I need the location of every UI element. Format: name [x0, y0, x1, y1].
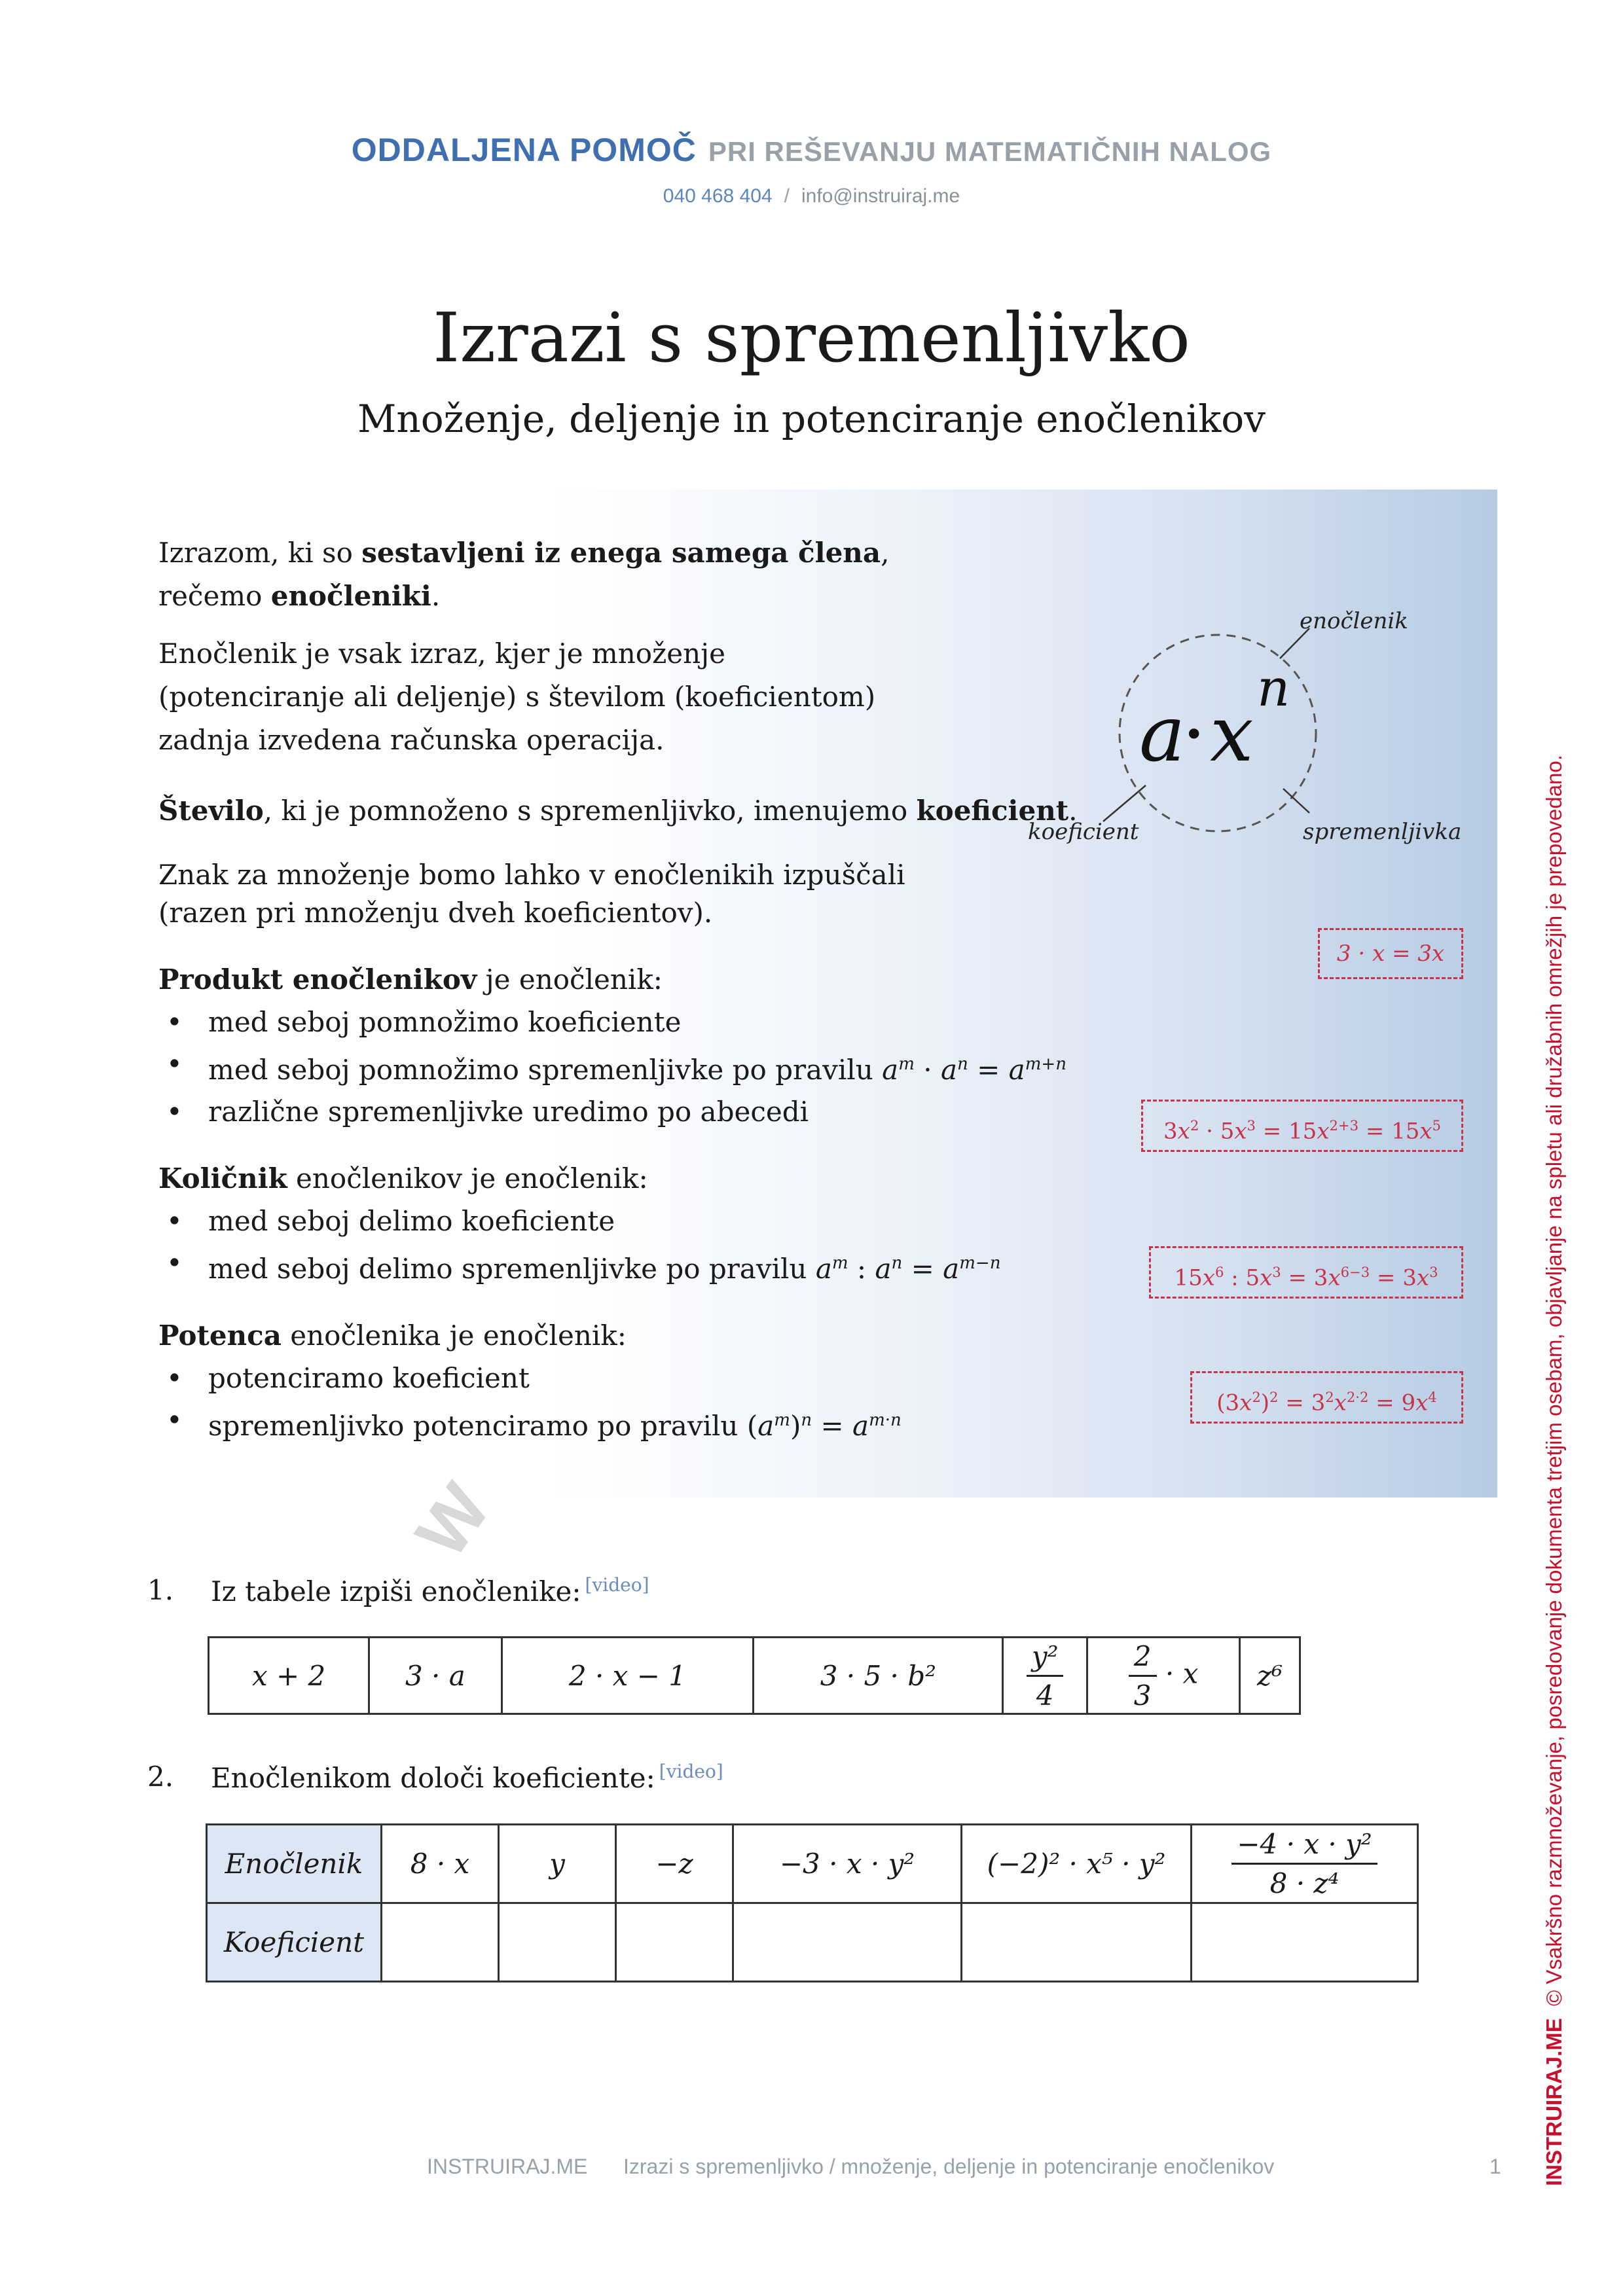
answer-cell[interactable]	[382, 1903, 499, 1982]
table-cell: (−2)² · x⁵ · y²	[962, 1825, 1192, 1903]
table-cell: −z	[616, 1825, 733, 1903]
video-link-1[interactable]: [video]	[585, 1574, 649, 1596]
formula-dot: ·	[1182, 689, 1207, 779]
brand-main: ODDALJENA POMOČ	[351, 132, 697, 168]
email-link[interactable]: info@instruiraj.me	[801, 185, 960, 207]
table-cell: 8 · x	[382, 1825, 499, 1903]
phone-link[interactable]: 040 468 404	[663, 185, 773, 207]
example-box-1: 3 · x = 3x	[1318, 928, 1463, 979]
monomial-diagram	[1021, 602, 1480, 864]
task-1-number: 1.	[147, 1574, 174, 1606]
table-cell: 2 · x − 1	[501, 1638, 754, 1714]
task-2-number: 2.	[147, 1761, 174, 1793]
copyright-notice: INSTRUIRAJ.ME © Vsakršno razmnoževanje, posredovanje dokumenta tretjim osebam, objavljanje na spletu ali družabnih omrežjih je prepovedano.	[1542, 755, 1566, 2186]
table-cell: 3 · a	[369, 1638, 501, 1714]
list-item: • potenciramo koeficient	[158, 1357, 1140, 1399]
list-item: • med seboj pomnožimo koeficiente	[158, 1001, 1140, 1043]
table-cell: $\frac{2}{3}$ · x	[1087, 1638, 1240, 1714]
example-box-3: $15x^6$ : $5x^3 = 3x^{6-3} = 3x^3$	[1149, 1246, 1463, 1299]
product-rules	[158, 1001, 1140, 1133]
quotient-heading: Količnik enočlenikov je enočlenik:	[158, 1162, 648, 1194]
row-label-monomial: Enočlenik	[207, 1825, 382, 1903]
power-rules	[158, 1357, 1140, 1447]
page-number: 1	[1489, 2155, 1501, 2178]
table-cell: $\frac{\text{y²}}{4}$	[1003, 1638, 1087, 1714]
list-item: • med seboj delimo spremenljivke po pravilu $a^m$ : $a^n = a^{m-n}$	[158, 1242, 1140, 1290]
row-label-coefficient: Koeficient	[207, 1903, 382, 1982]
task-1-table	[208, 1636, 1301, 1715]
table-cell: y	[499, 1825, 616, 1903]
list-item: • spremenljivko potenciramo po pravilu $(a^m)^n = a^{m\cdot n}$	[158, 1399, 1140, 1447]
power-heading: Potenca enočlenika je enočlenik:	[158, 1319, 627, 1352]
definition-paragraph: Enočlenik je vsak izraz, kjer je množenje (potenciranje ali deljenje) s številom (koeficientom) zadnja izvedena računska operacija.	[158, 637, 876, 756]
table-cell: $\frac{\text{−4 · x · y²}}{\text{8 · z⁴}}$	[1192, 1825, 1418, 1903]
page-title: Izrazi s spremenljivko	[433, 298, 1190, 378]
table-cell: −3 · x · y²	[733, 1825, 962, 1903]
table-cell: z⁶	[1240, 1638, 1300, 1714]
answer-cell[interactable]	[1192, 1903, 1418, 1982]
contact-line	[0, 185, 1623, 207]
coefficient-paragraph: Število, ki je pomnoženo s spremenljivko, imenujemo koeficient.	[158, 795, 1078, 827]
video-link-2[interactable]: [video]	[659, 1761, 723, 1782]
table-cell: x + 2	[209, 1638, 369, 1714]
list-item: • med seboj delimo koeficiente	[158, 1200, 1140, 1242]
sign-paragraph: Znak za množenje bomo lahko v enočlenikih izpuščali (razen pri množenju dveh koeficientov).	[158, 859, 905, 929]
label-variable: spremenljivka	[1303, 819, 1462, 845]
answer-cell[interactable]	[962, 1903, 1192, 1982]
label-coefficient: koeficient	[1028, 819, 1139, 845]
brand-tagline: PRI REŠEVANJU MATEMATIČNIH NALOG	[708, 136, 1272, 167]
formula-a: a	[1139, 689, 1186, 779]
footer-site: INSTRUIRAJ.ME	[427, 2155, 588, 2178]
intro-paragraph: Izrazom, ki so sestavljeni iz enega samega člena, rečemo enočleniki.	[158, 537, 890, 612]
example-box-2: $3x^2 \cdot 5x^3 = 15x^{2+3} = 15x^5$	[1141, 1100, 1463, 1152]
list-item: • različne spremenljivke uredimo po abecedi	[158, 1091, 1140, 1133]
label-monomial: enočlenik	[1300, 608, 1408, 634]
task-2-prompt: Enočlenikom določi koeficiente: [video]	[211, 1761, 723, 1794]
page-subtitle: Množenje, deljenje in potenciranje enočlenikov	[357, 397, 1266, 441]
footer-doc-title: Izrazi s spremenljivko / množenje, deljenje in potenciranje enočlenikov	[623, 2155, 1275, 2178]
answer-cell[interactable]	[616, 1903, 733, 1982]
formula-x: x	[1210, 689, 1254, 779]
contact-separator: /	[784, 185, 790, 207]
table-cell: 3 · 5 · b²	[754, 1638, 1003, 1714]
formula-exponent: n	[1257, 659, 1290, 718]
task-1-prompt: Iz tabele izpiši enočlenike: [video]	[211, 1574, 649, 1607]
answer-cell[interactable]	[499, 1903, 616, 1982]
watermark: W	[400, 1469, 506, 1572]
brand-header	[0, 131, 1623, 169]
example-box-4: $(3x^2)^2 = 3^2x^{2\cdot 2} = 9x^4$	[1190, 1371, 1463, 1424]
answer-cell[interactable]	[733, 1903, 962, 1982]
product-heading: Produkt enočlenikov je enočlenik:	[158, 963, 663, 996]
task-2-table	[206, 1823, 1419, 1982]
quotient-rules	[158, 1200, 1140, 1290]
list-item: • med seboj pomnožimo spremenljivke po pravilu $a^m \cdot a^n = a^{m+n}$	[158, 1043, 1140, 1091]
coefficient-pointer	[1103, 785, 1146, 821]
